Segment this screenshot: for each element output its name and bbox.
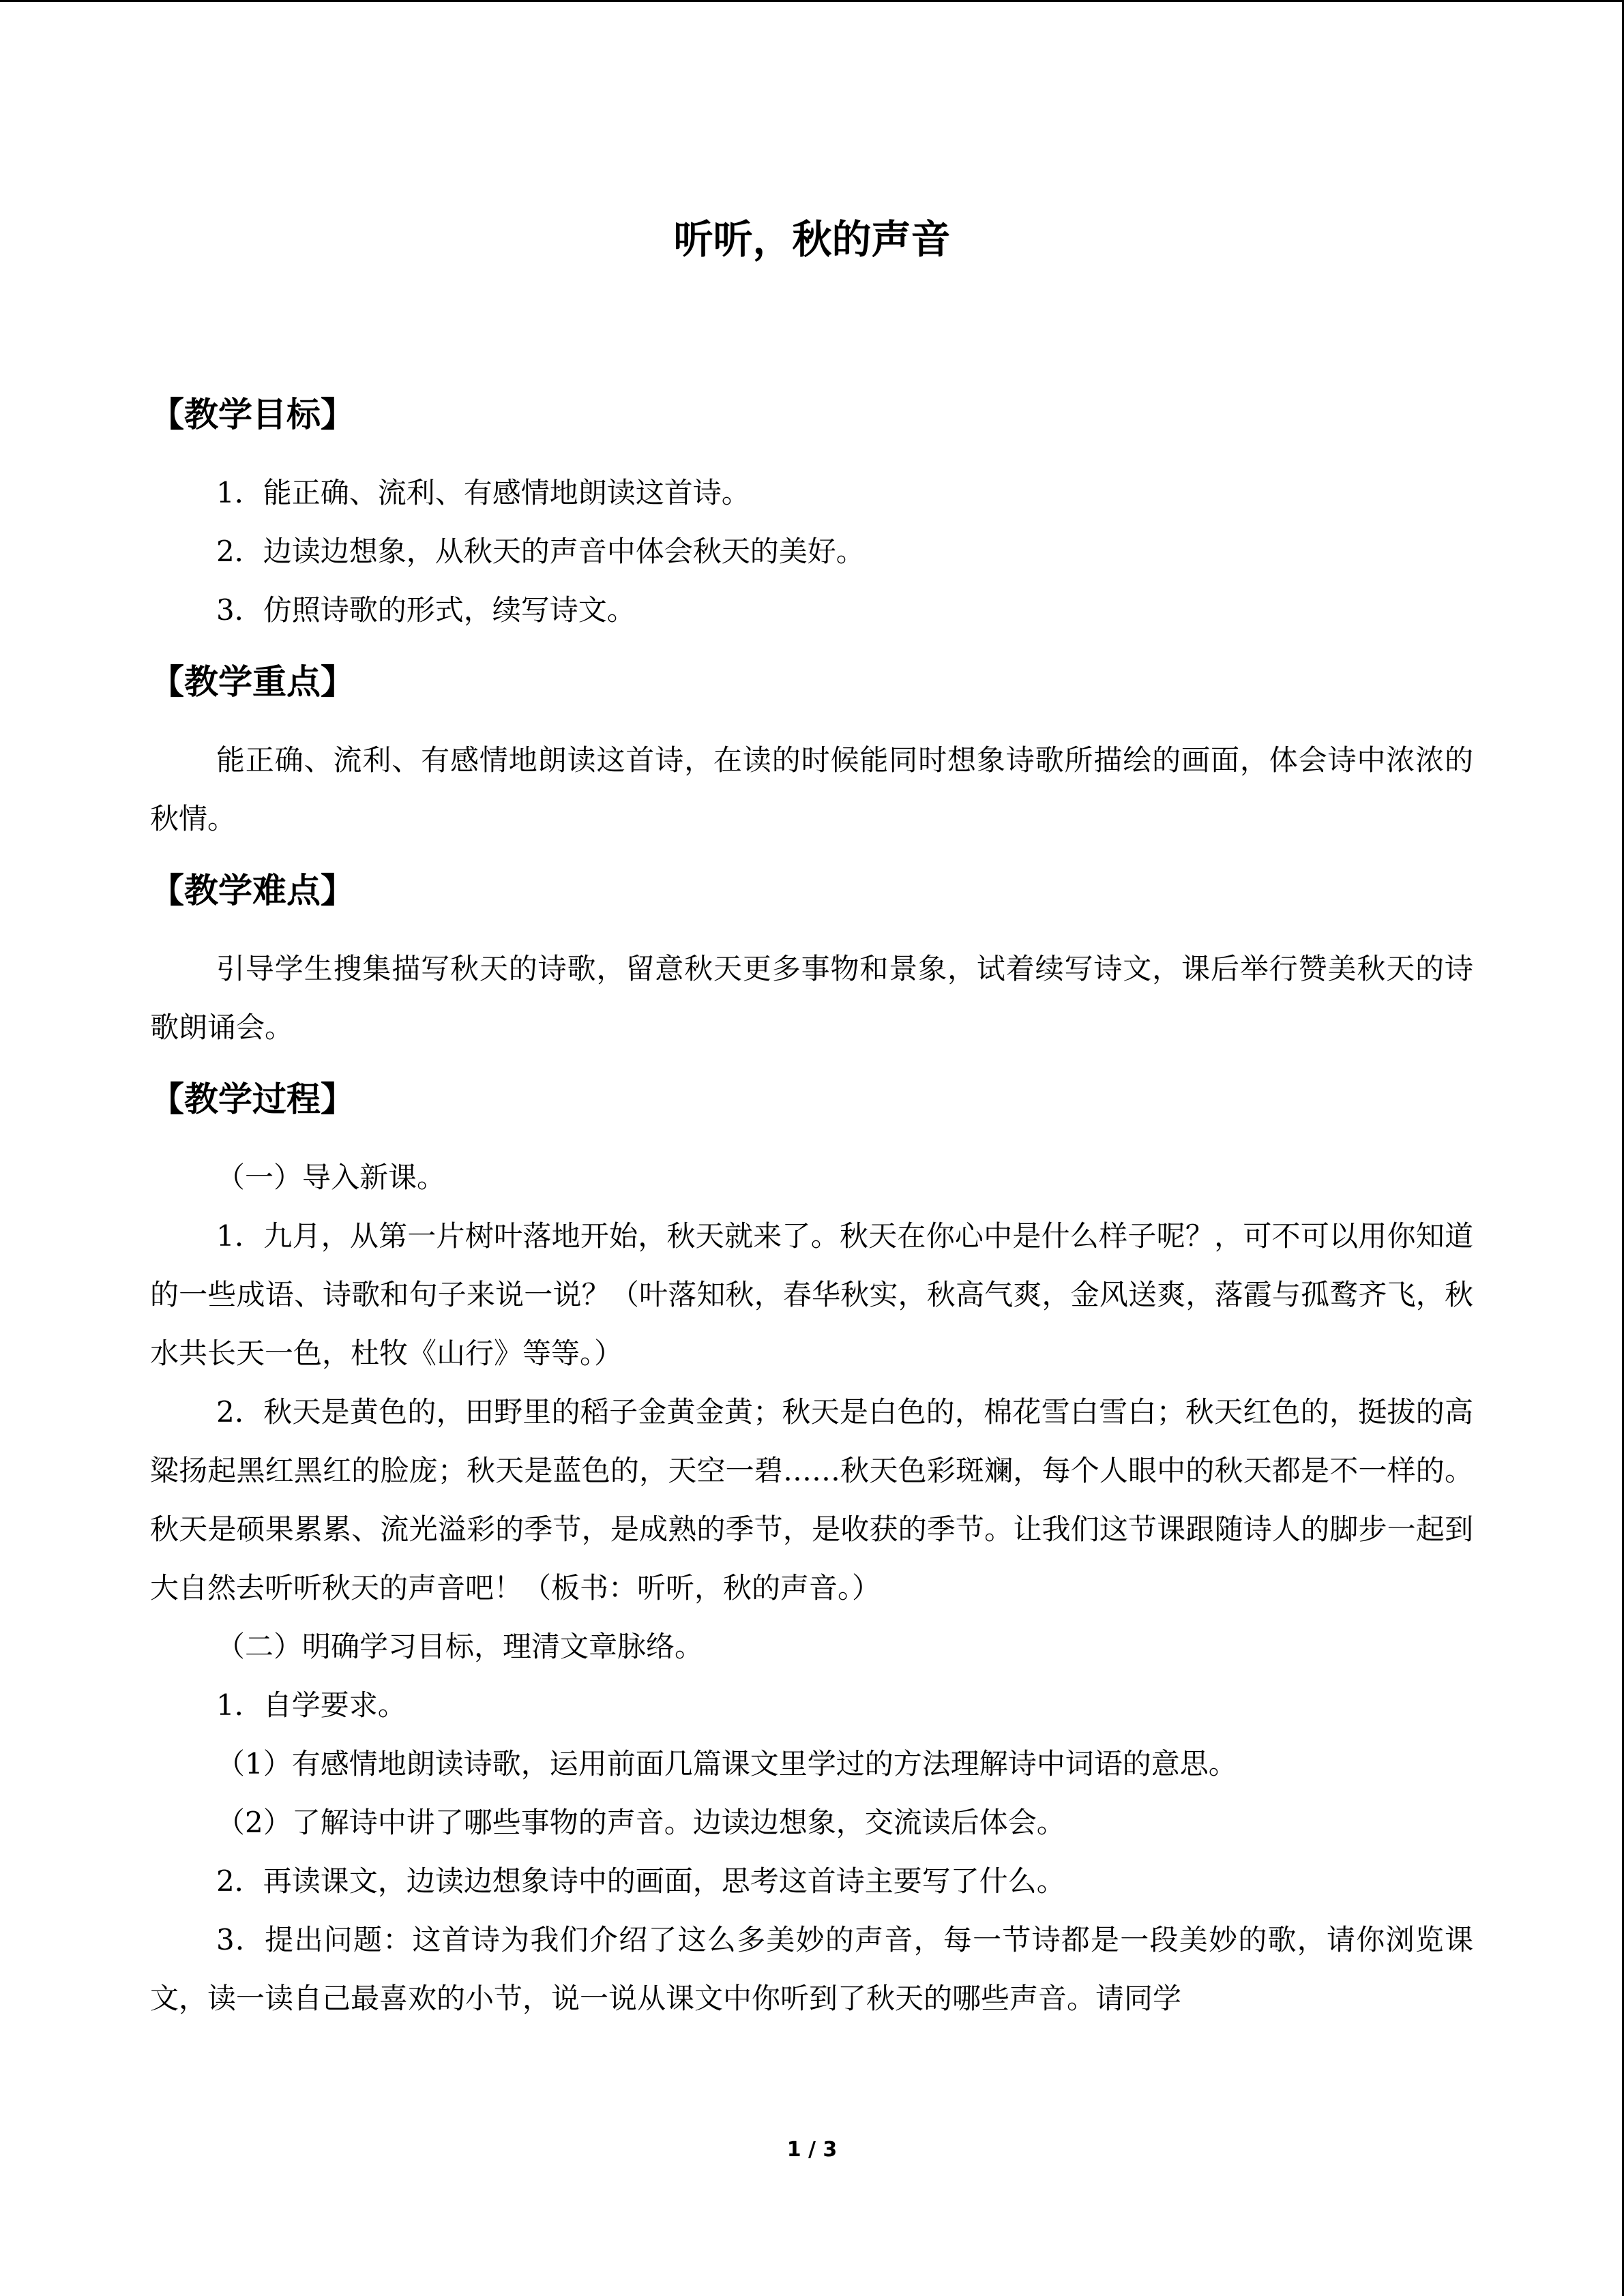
- goal-item: 2．边读边想象，从秋天的声音中体会秋天的美好。: [216, 535, 865, 568]
- page-number: 1 / 3: [786, 2138, 838, 2162]
- process-paragraph: 1．九月，从第一片树叶落地开始，秋天就来了。秋天在你心中是什么样子呢？，可不可以用你知道的一些成语、诗歌和句子来说一说？（叶落知秋，春华秋实，秋高气爽，金风送爽，落霞与孤鹜齐飞，秋水共长天一色，杜牧《山行》等等。）: [150, 1219, 1473, 1370]
- process-paragraph: 2．秋天是黄色的，田野里的稻子金黄金黄；秋天是白色的，棉花雪白雪白；秋天红色的，挺拔的高粱扬起黑红黑红的脸庞；秋天是蓝色的，天空一碧……秋天色彩斑斓，每个人眼中的秋天都是不一样的。秋天是硕果累累、流光溢彩的季节，是成熟的季节，是收获的季节。让我们这节课跟随诗人的脚步一起到大自然去听听秋天的声音吧！（板书：听听，秋的声音。）: [150, 1395, 1473, 1605]
- section-heading-goals: 【教学目标】: [150, 395, 355, 434]
- process-paragraph: （一）导入新课。: [216, 1161, 446, 1194]
- process-paragraph: （2）了解诗中讲了哪些事物的声音。边读边想象，交流读后体会。: [216, 1806, 1065, 1839]
- document-body: [150, 381, 1473, 2028]
- process-paragraph: 1．自学要求。: [216, 1688, 407, 1722]
- section-heading-key-points: 【教学重点】: [150, 662, 355, 702]
- section-heading-process: 【教学过程】: [150, 1079, 355, 1119]
- process-paragraph: 3．提出问题：这首诗为我们介绍了这么多美妙的声音，每一节诗都是一段美妙的歌，请你浏览课文，读一读自己最喜欢的小节，说一说从课文中你听到了秋天的哪些声音。请同学: [150, 1923, 1473, 2015]
- page-title: 听听，秋的声音: [673, 216, 951, 263]
- section-heading-difficulties: 【教学难点】: [150, 871, 355, 910]
- goal-item: 3．仿照诗歌的形式，续写诗文。: [216, 593, 636, 627]
- key-points-text: 能正确、流利、有感情地朗读这首诗，在读的时候能同时想象诗歌所描绘的画面，体会诗中浓浓的秋情。: [150, 743, 1473, 835]
- process-paragraph: 2．再读课文，边读边想象诗中的画面，思考这首诗主要写了什么。: [216, 1864, 1065, 1898]
- process-paragraph: （1）有感情地朗读诗歌，运用前面几篇课文里学过的方法理解诗中词语的意思。: [216, 1747, 1237, 1780]
- difficulties-text: 引导学生搜集描写秋天的诗歌，留意秋天更多事物和景象，试着续写诗文，课后举行赞美秋天的诗歌朗诵会。: [150, 952, 1473, 1044]
- process-paragraph: （二）明确学习目标，理清文章脉络。: [216, 1630, 704, 1663]
- goal-item: 1．能正确、流利、有感情地朗读这首诗。: [216, 476, 750, 509]
